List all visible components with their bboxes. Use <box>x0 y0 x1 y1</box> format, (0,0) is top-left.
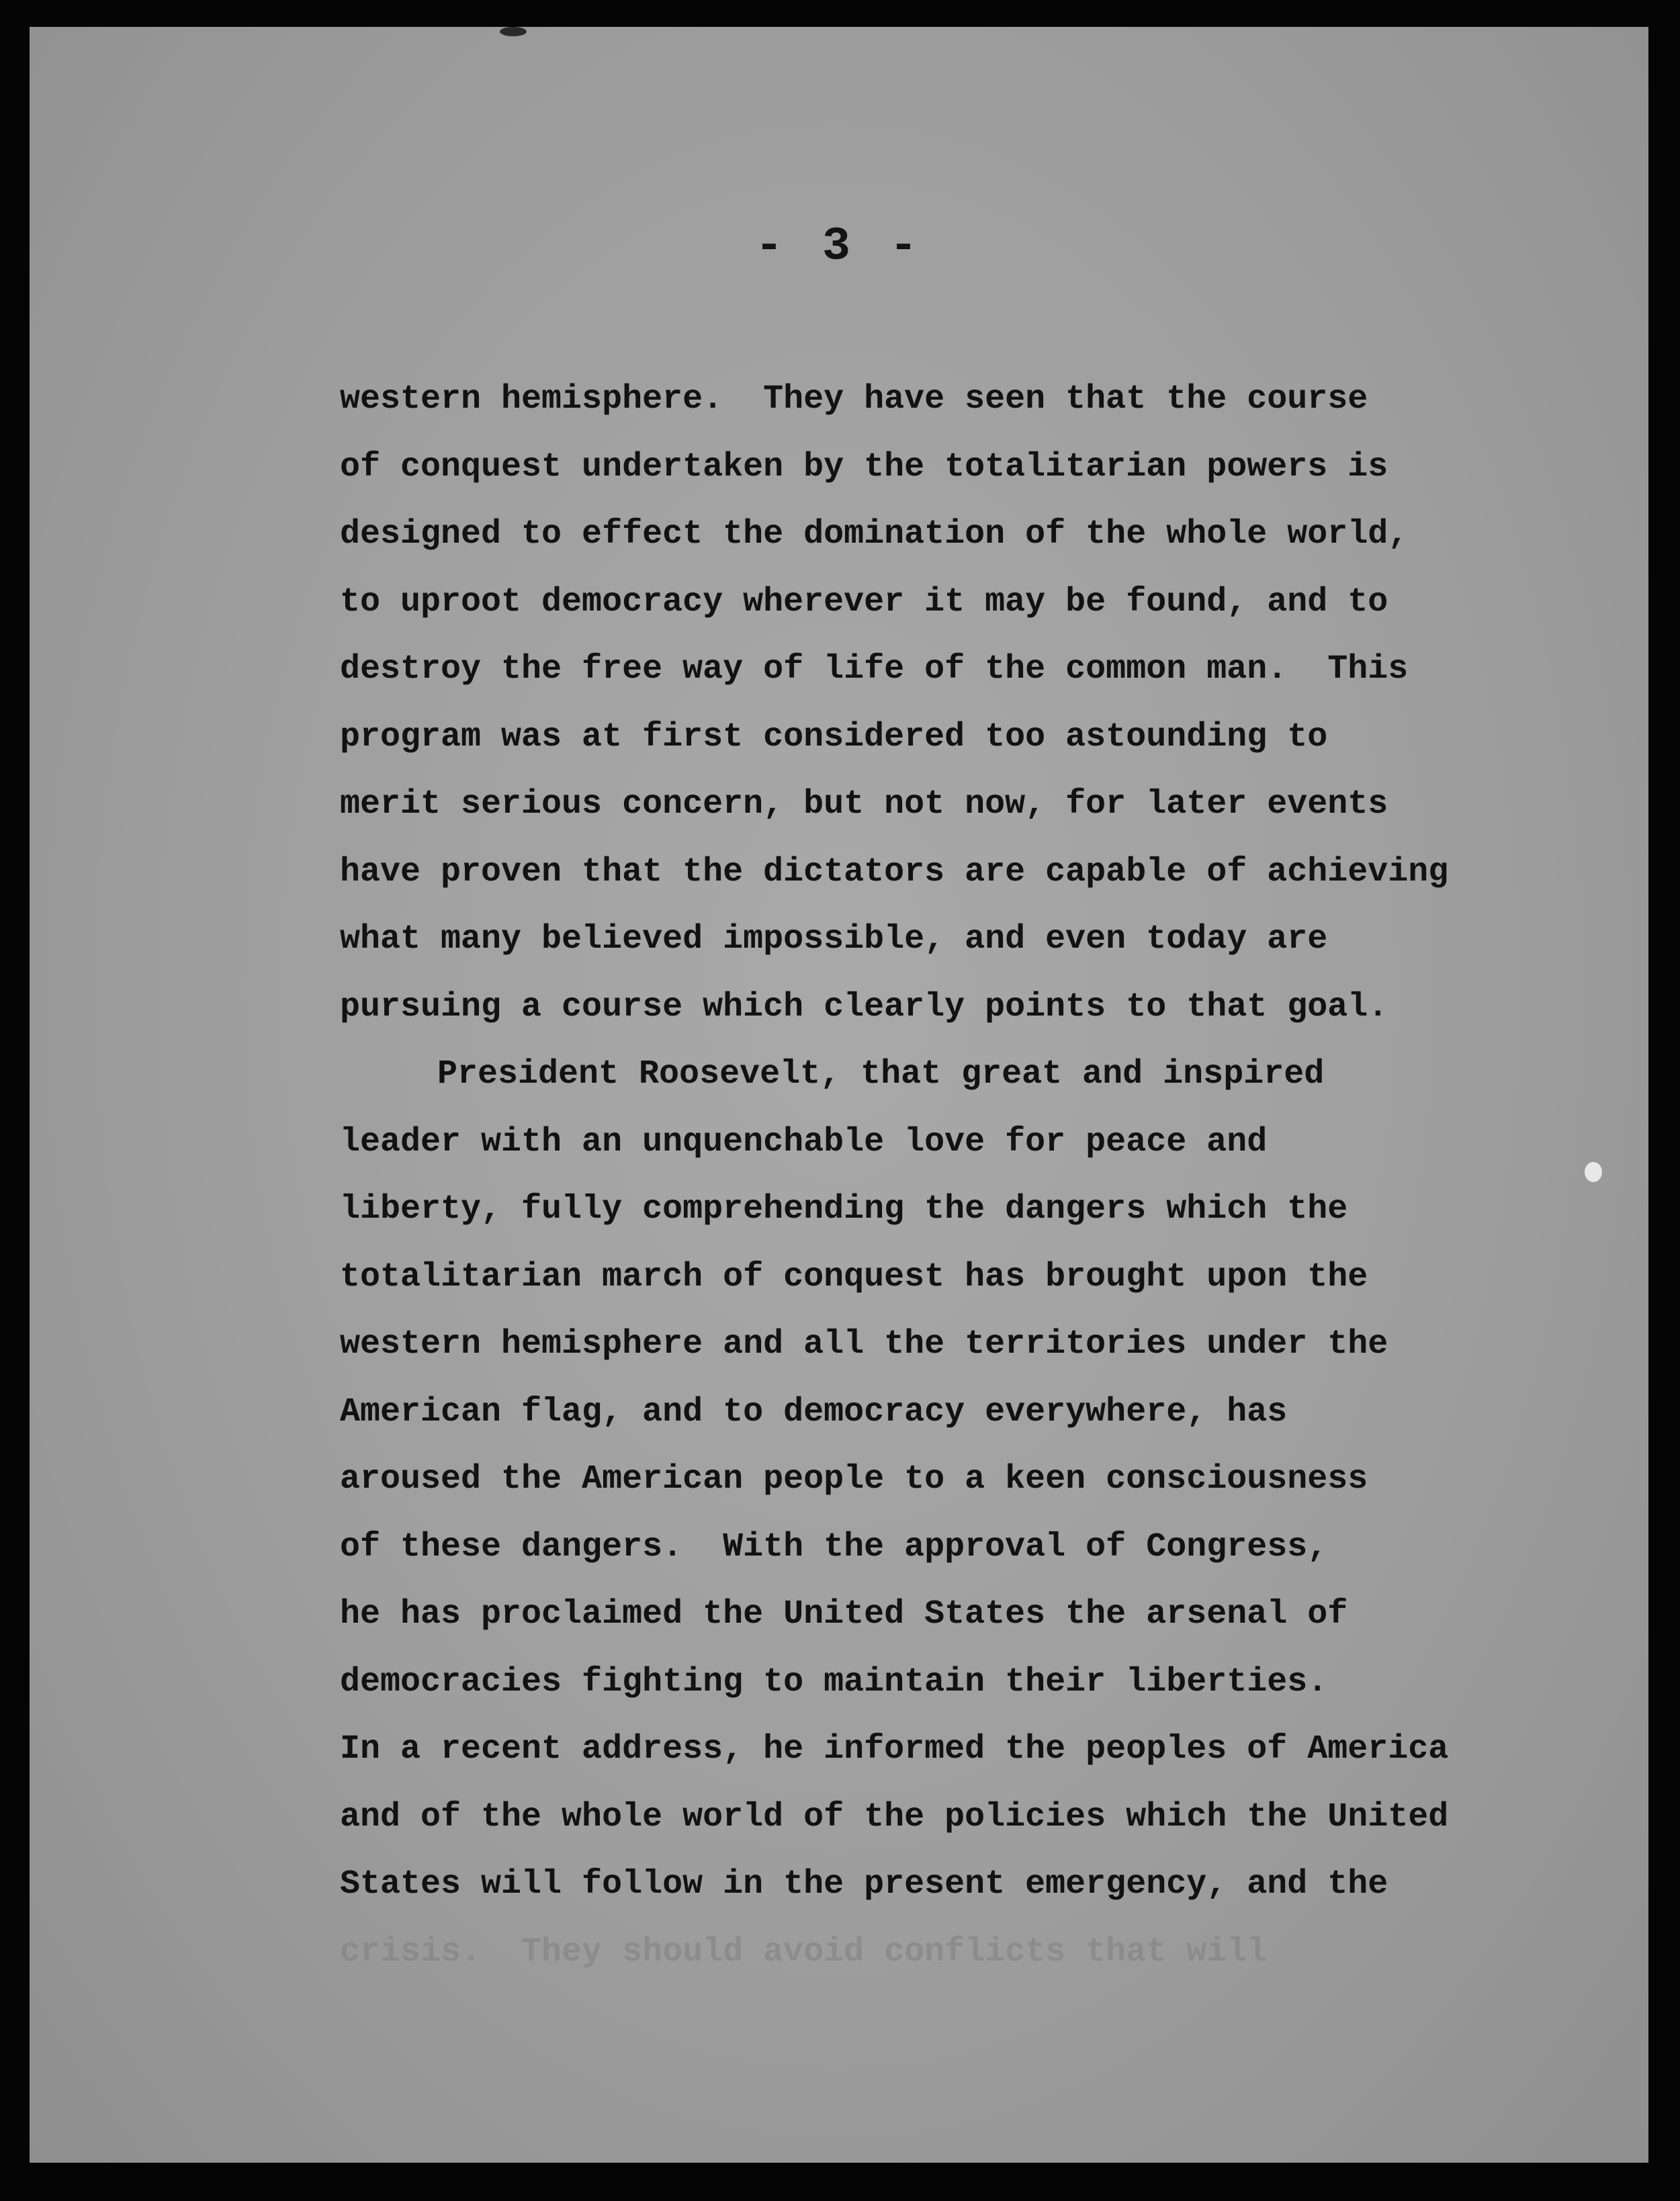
text-line: democracies fighting to maintain their liberties. <box>340 1662 1328 1701</box>
page-number: - 3 - <box>754 220 924 273</box>
text-line: States will follow in the present emergency, and the <box>340 1865 1388 1903</box>
text-line: program was at first considered too astounding to <box>340 717 1328 756</box>
scan-speck <box>1585 1162 1602 1182</box>
text-line: to uproot democracy wherever it may be found, and to <box>340 582 1388 621</box>
text-line: liberty, fully comprehending the dangers which the <box>340 1190 1348 1228</box>
text-line: designed to effect the domination of the whole world, <box>340 515 1409 553</box>
text-line: aroused the American people to a keen consciousness <box>340 1460 1368 1498</box>
text-line: In a recent address, he informed the peoples of America <box>340 1730 1449 1768</box>
text-line: pursuing a course which clearly points to that goal. <box>340 987 1388 1026</box>
text-line: have proven that the dictators are capable of achieving <box>340 852 1449 891</box>
text-line: American flag, and to democracy everywhere, has <box>340 1392 1288 1431</box>
document-page <box>30 27 1648 2163</box>
text-line: destroy the free way of life of the common man. This <box>340 650 1409 688</box>
text-line: of these dangers. With the approval of Congress, <box>340 1527 1328 1566</box>
text-line: he has proclaimed the United States the arsenal of <box>340 1595 1348 1633</box>
text-line: of conquest undertaken by the totalitarian powers is <box>340 447 1388 486</box>
text-line: and of the whole world of the policies which the United <box>340 1797 1449 1836</box>
text-line: totalitarian march of conquest has brought upon the <box>340 1257 1368 1296</box>
text-line: what many believed impossible, and even today are <box>340 920 1328 958</box>
text-line: merit serious concern, but not now, for later events <box>340 785 1388 823</box>
text-line: western hemisphere and all the territories under the <box>340 1325 1388 1363</box>
text-line: leader with an unquenchable love for peace and <box>340 1122 1268 1161</box>
text-line: western hemisphere. They have seen that the course <box>340 380 1368 418</box>
text-line-paragraph-start: President Roosevelt, that great and inspired <box>437 1055 1325 1093</box>
body-text <box>340 366 1549 1986</box>
scan-speck <box>500 27 527 36</box>
text-line-faded: crisis. They should avoid conflicts that will <box>340 1932 1268 1971</box>
